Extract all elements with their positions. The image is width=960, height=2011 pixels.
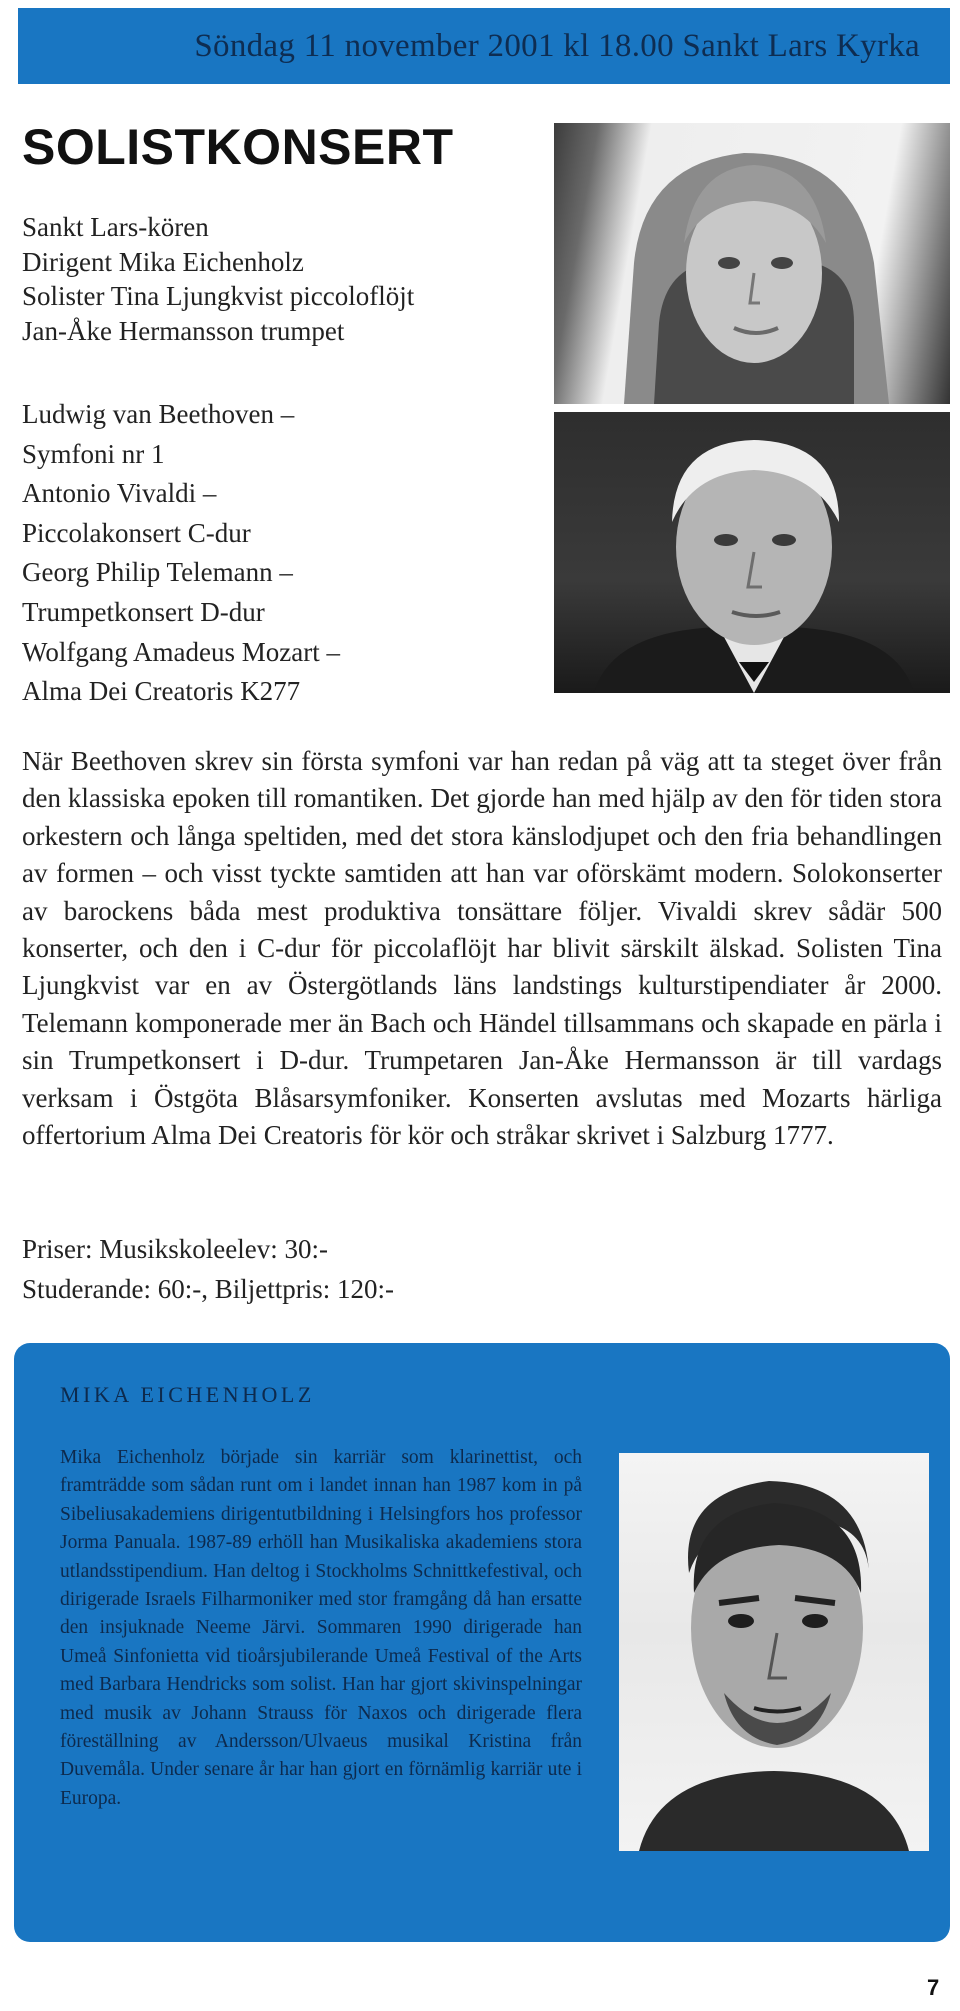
performer-credits <box>22 210 414 348</box>
credit-line: Jan-Åke Hermansson trumpet <box>22 315 345 346</box>
bio-text: Mika Eichenholz började sin karriär som klarinettist, och framträdde som sådan runt om i landet innan han 1987 kom in på Sibeliusakademiens dirigentutbildning i Helsingfors hos professor Jorma Panuala. 1987-89 erhöll han Musikaliska akademiens stora utlandsstipendium. Han deltog i Stockholms Schnittkefestival, och dirigerade Israels Filharmoniker med stor framgång då han ersatte den insjuknade Neeme Järvi. Sommaren 1990 dirigerade han Umeå Sinfonietta vid tioårsjubilerande Umeå Festival of the Arts med Barbara Hendricks som solist. Han har gjort skivinspelningar med musik av Johann Strauss för Naxos och dirigerade flera föreställning av Andersson/Ulvaeus musikal Kristina från Duvemåla. Under senare år har han gjort en förnämlig karriär ute i Europa. <box>60 1447 582 1809</box>
program-line: Symfoni nr 1 <box>22 438 165 469</box>
program-line: Trumpetkonsert D-dur <box>22 596 265 627</box>
concert-date-text: Söndag 11 november 2001 kl 18.00 Sankt Lars Kyrka <box>194 27 920 64</box>
concert-date-banner <box>18 8 950 84</box>
page-title: SOLISTKONSERT <box>22 119 454 175</box>
conductor-portrait <box>619 1453 929 1851</box>
program-list <box>22 395 340 712</box>
portrait-female-graphic <box>554 123 950 404</box>
credit-line: Solister Tina Ljungkvist piccoloflöjt <box>22 281 415 311</box>
concert-description: När Beethoven skrev sin första symfoni var han redan på väg att ta steget över från den klassiska epoken till romantiken. Det gjorde han med hjälp av den för tiden stora orkestern och långa speltiden, med det stora känslodjupet och den fria behandlingen av formen – och visst tyckte samtiden att han var oförskämt modern. Solokonserter av barockens båda mest produktiva tonsättare följer. Vivaldi skrev sådär 500 konserter, och den i C-dur för piccolaflöjt har blivit särskilt älskad. Solisten Tina Ljungkvist var en av Östergötlands läns landstings kulturstipendiater år 2000. Telemann komponerade mer än Bach och Händel tillsammans och skapade en pärla i sin Trumpetkonsert i D-dur. Trumpetaren Jan-Åke Hermansson är till vardags verksam i Östgöta Blåsarsymfoniker. Konserten avslutas med Mozarts härliga offertorium Alma Dei Creatoris för kör och stråkar skrivet i Salzburg 1777. <box>22 746 942 1151</box>
soloist-portrait-male <box>554 412 950 693</box>
program-line: Alma Dei Creatoris K277 <box>22 676 301 707</box>
program-line: Ludwig van Beethoven – <box>22 399 295 429</box>
bio-heading: MIKA EICHENHOLZ <box>60 1382 315 1407</box>
program-line: Georg Philip Telemann – <box>22 557 293 588</box>
portrait-male-graphic <box>554 412 950 693</box>
program-line: Wolfgang Amadeus Mozart – <box>22 636 341 667</box>
credit-line: Dirigent Mika Eichenholz <box>22 246 304 277</box>
price-line: Priser: Musikskoleelev: 30:- <box>22 1234 328 1264</box>
soloist-portrait-female <box>554 123 950 404</box>
page-number: 7 <box>927 1975 940 2000</box>
credit-line: Sankt Lars-kören <box>22 212 209 242</box>
price-line: Studerande: 60:-, Biljettpris: 120:- <box>22 1273 394 1304</box>
program-line: Piccolakonsert C-dur <box>22 517 251 548</box>
portrait-conductor-graphic <box>619 1453 929 1851</box>
program-line: Antonio Vivaldi – <box>22 478 217 509</box>
ticket-prices <box>22 1230 394 1309</box>
